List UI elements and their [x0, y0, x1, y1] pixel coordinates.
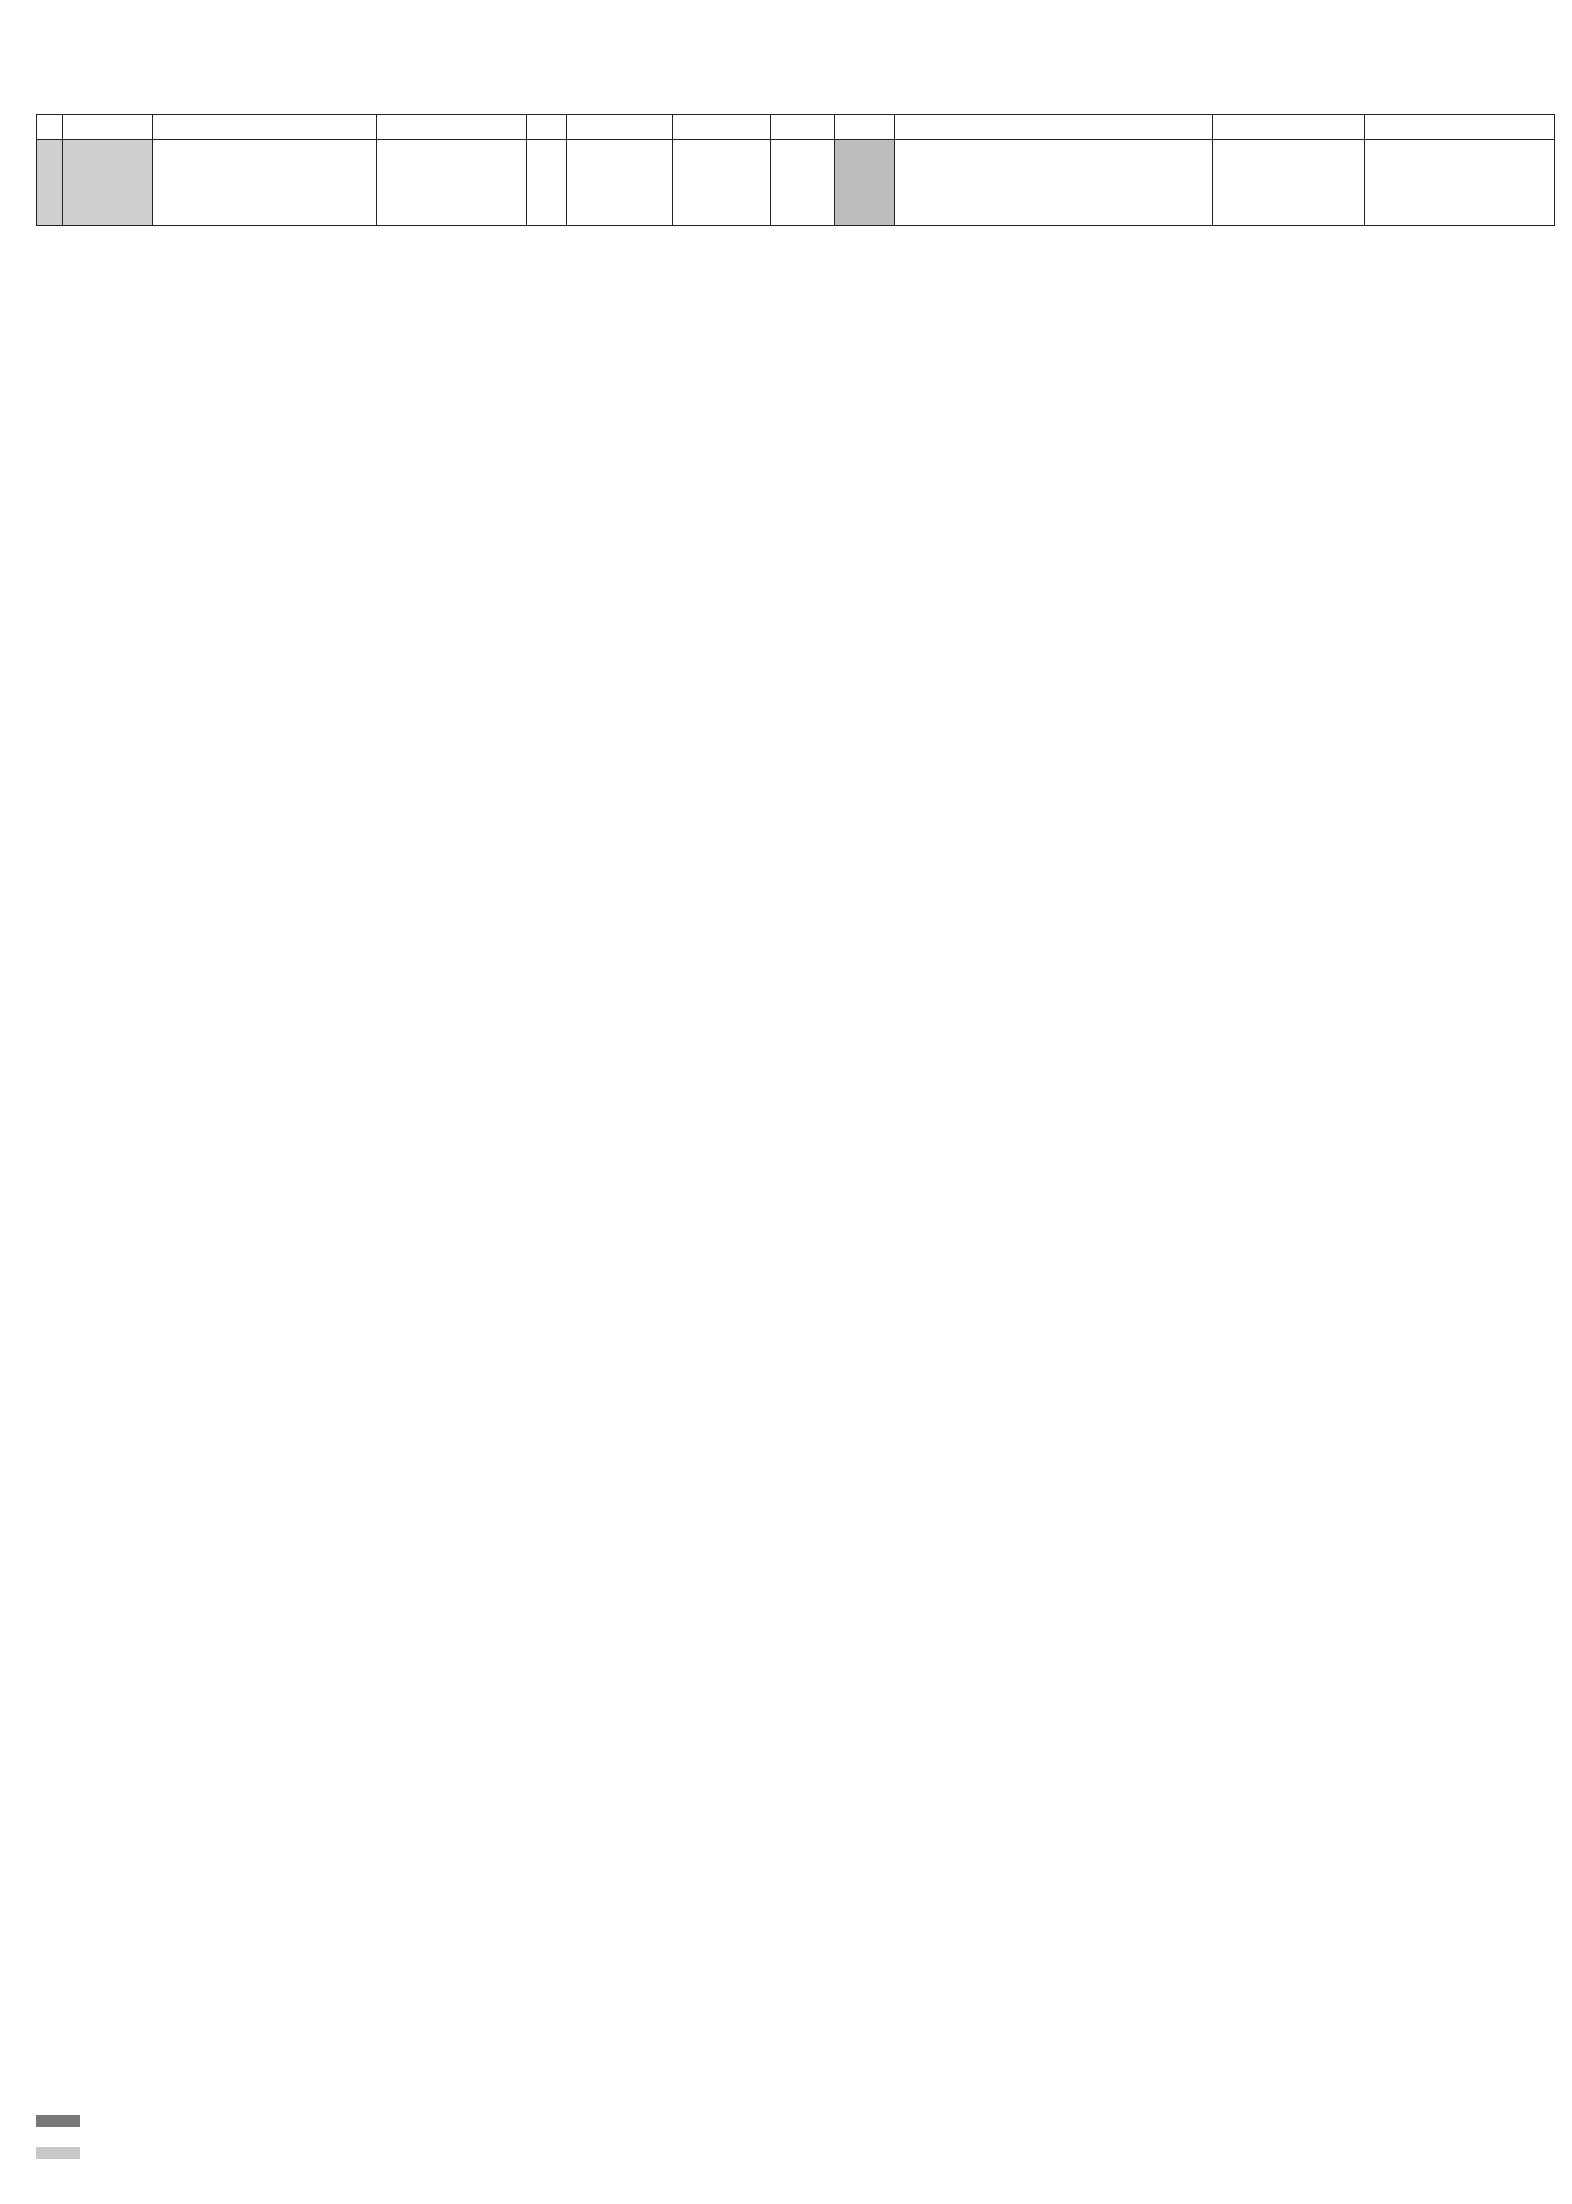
cell-source: [377, 140, 527, 226]
header-report: [153, 115, 377, 140]
table-row: [37, 140, 1555, 226]
header-source: [377, 115, 527, 140]
legend-item-ash: [36, 2144, 92, 2162]
cell-map: [771, 140, 835, 226]
table-body: [37, 140, 1555, 226]
cell-num: [37, 140, 63, 226]
legend-swatch-ash: [36, 2147, 80, 2159]
header-ash: [835, 115, 895, 140]
cell-note: [1365, 140, 1555, 226]
header-period: [673, 115, 771, 140]
cell-report: [153, 140, 377, 226]
cell-strata: [895, 140, 1213, 226]
legend-item-akahoya: [36, 2112, 92, 2130]
header-year: [527, 115, 567, 140]
header-thickness: [1213, 115, 1365, 140]
cell-thick: [1213, 140, 1365, 226]
cell-ash: [835, 140, 895, 226]
cell-publisher: [567, 140, 673, 226]
cell-year: [527, 140, 567, 226]
cell-site: [63, 140, 153, 226]
header-publisher: [567, 115, 673, 140]
legend: [36, 2112, 92, 2176]
site-survey-table: [36, 114, 1555, 226]
header-site: [63, 115, 153, 140]
table-header-row: [37, 115, 1555, 140]
header-notes: [1365, 115, 1555, 140]
legend-swatch-akahoya: [36, 2115, 80, 2127]
header-map: [771, 115, 835, 140]
cell-period: [673, 140, 771, 226]
header-strata: [895, 115, 1213, 140]
header-num: [37, 115, 63, 140]
